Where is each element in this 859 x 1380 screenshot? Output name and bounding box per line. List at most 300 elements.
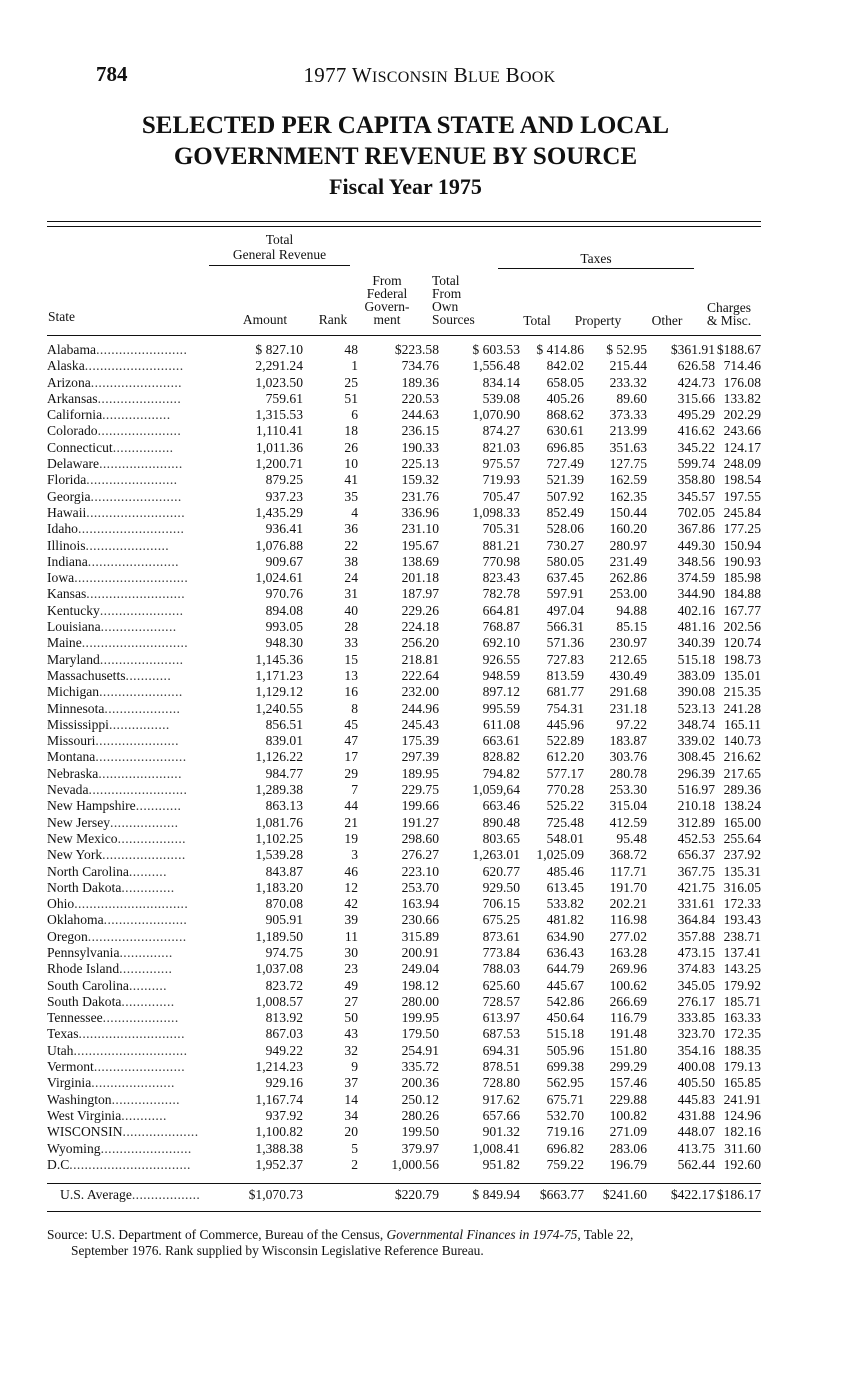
leader-dots: .......................... [87, 928, 187, 944]
leader-dots: ...................... [97, 423, 182, 439]
table-row [47, 521, 761, 537]
rank-cell: 3 [351, 847, 358, 863]
table-row [47, 961, 761, 977]
table-row [47, 342, 761, 358]
amount-cell: 937.92 [265, 1107, 303, 1123]
rank-cell: 34 [344, 1107, 358, 1123]
total-cell: 730.27 [546, 537, 584, 553]
property-cell: 85.15 [616, 619, 647, 635]
table-row [47, 1092, 761, 1108]
rank-cell: 25 [344, 374, 358, 390]
table-row [47, 603, 761, 619]
own-cell: 770.98 [482, 553, 520, 569]
amount-cell: 863.13 [265, 798, 303, 814]
total-cell: 497.04 [546, 602, 584, 618]
amount-cell: 879.25 [265, 472, 303, 488]
leader-dots: ........................ [93, 1059, 185, 1075]
other-cell: 348.74 [677, 716, 715, 732]
own-cell: 706.15 [482, 896, 520, 912]
total-cell: 696.85 [546, 439, 584, 455]
leader-dots: ...................... [95, 733, 179, 749]
total-cell: 485.46 [546, 863, 584, 879]
charges-cell: 124.17 [723, 439, 761, 455]
header-federal: From Federal Govern- ment [364, 273, 410, 327]
own-cell: 975.57 [482, 456, 520, 472]
other-cell: 354.16 [677, 1042, 715, 1058]
other-cell: 515.18 [677, 651, 715, 667]
amount-cell: 1,037.08 [255, 961, 303, 977]
amount-cell: 929.16 [265, 1075, 303, 1091]
state-cell [47, 929, 207, 945]
state-name: New York [47, 847, 103, 863]
other-cell: 344.90 [677, 586, 715, 602]
rank-cell: 22 [344, 537, 358, 553]
federal-cell: 179.50 [401, 1026, 439, 1042]
other-cell: 348.56 [677, 553, 715, 569]
federal-cell: 276.27 [401, 847, 439, 863]
state-cell [47, 635, 207, 651]
state-cell [47, 619, 207, 635]
header-rule-taxes [498, 268, 694, 269]
state-name: Minnesota [47, 700, 105, 716]
state-name: Mississippi [47, 716, 109, 732]
federal-cell: 253.70 [401, 879, 439, 895]
leader-dots: .......................... [86, 586, 186, 602]
table-row [47, 440, 761, 456]
other-cell: 345.57 [677, 488, 715, 504]
other-cell: 402.16 [677, 602, 715, 618]
property-cell: 262.86 [609, 570, 647, 586]
state-name: Utah [47, 1042, 74, 1058]
rank-cell: 10 [344, 456, 358, 472]
charges-cell: 133.82 [723, 390, 761, 406]
amount-cell: 949.22 [265, 1042, 303, 1058]
federal-cell: 244.63 [401, 407, 439, 423]
own-cell: 1,059,64 [472, 782, 520, 798]
charges-cell: 217.65 [723, 765, 761, 781]
charges-cell: 316.05 [723, 879, 761, 895]
revenue-table [47, 342, 761, 1173]
other-cell: 357.88 [677, 928, 715, 944]
rank-cell: 35 [344, 488, 358, 504]
rank-cell: 8 [351, 700, 358, 716]
charges-cell: 192.60 [723, 1156, 761, 1172]
other-cell: 358.80 [677, 472, 715, 488]
total-cell: 636.43 [546, 944, 584, 960]
own-cell: 1,556.48 [472, 358, 520, 374]
charges-cell: 193.43 [723, 912, 761, 928]
rank-cell: 43 [344, 1026, 358, 1042]
property-cell: 150.44 [609, 504, 647, 520]
state-cell [47, 701, 207, 717]
property-cell: 117.71 [610, 863, 647, 879]
property-cell: 373.33 [609, 407, 647, 423]
state-name: Louisiana [47, 619, 101, 635]
rank-cell: 11 [344, 928, 358, 944]
title-line-1: SELECTED PER CAPITA STATE AND LOCAL [141, 112, 670, 139]
amount-cell: 1,952.37 [255, 1156, 303, 1172]
header-charges: Charges & Misc. [706, 300, 752, 328]
state-name: Florida [47, 472, 87, 488]
leader-dots: ........................ [86, 472, 178, 488]
own-cell: 834.14 [482, 374, 520, 390]
state-cell [47, 1010, 207, 1026]
leader-dots: ...................... [103, 912, 188, 928]
state-name: Arizona [47, 374, 91, 390]
property-cell: 191.70 [609, 879, 647, 895]
amount-cell: 1,081.76 [255, 814, 303, 830]
rank-cell: 18 [344, 423, 358, 439]
own-cell: 929.50 [482, 879, 520, 895]
federal-cell: 191.27 [401, 814, 439, 830]
federal-cell: 734.76 [401, 358, 439, 374]
state-cell [47, 603, 207, 619]
charges-cell: 202.56 [723, 619, 761, 635]
property-cell: 430.49 [609, 667, 647, 683]
own-cell: 692.10 [482, 635, 520, 651]
table-row [47, 1026, 761, 1042]
other-cell: 308.45 [677, 749, 715, 765]
table-row [47, 407, 761, 423]
leader-dots: ...................... [85, 537, 170, 553]
rank-cell: 40 [344, 602, 358, 618]
total-cell: 533.82 [546, 896, 584, 912]
other-cell: 374.83 [677, 961, 715, 977]
amount-cell: 867.03 [265, 1026, 303, 1042]
charges-cell: 165.85 [723, 1075, 761, 1091]
federal-cell: 379.97 [401, 1140, 439, 1156]
total-cell: 445.67 [546, 977, 584, 993]
charges-cell: 138.24 [723, 798, 761, 814]
table-row [47, 929, 761, 945]
state-cell [47, 1092, 207, 1108]
average-federal: $220.79 [394, 1187, 439, 1202]
table-row [47, 456, 761, 472]
amount-cell: 759.61 [265, 390, 303, 406]
property-cell: 231.49 [609, 553, 647, 569]
total-cell: 852.49 [546, 504, 584, 520]
state-cell [47, 407, 207, 423]
state-cell [47, 733, 207, 749]
table-row [47, 1043, 761, 1059]
rank-cell: 19 [344, 830, 358, 846]
table-row [47, 652, 761, 668]
average-charges: $186.17 [716, 1187, 761, 1202]
charges-cell: 248.09 [723, 456, 761, 472]
charges-cell: 172.35 [723, 1026, 761, 1042]
state-name: Idaho [47, 521, 78, 537]
rank-cell: 21 [344, 814, 358, 830]
rank-cell: 50 [344, 1010, 358, 1026]
charges-cell: 241.28 [723, 700, 761, 716]
rank-cell: 41 [344, 472, 358, 488]
header-taxes-total: Total [523, 313, 551, 328]
leader-dots: ............................ [81, 635, 189, 651]
own-cell: 657.66 [482, 1107, 520, 1123]
total-cell: 1,025.09 [536, 847, 584, 863]
own-cell: $ 603.53 [472, 342, 520, 357]
charges-cell: 185.98 [723, 570, 761, 586]
leader-dots: .............................. [74, 896, 189, 912]
property-cell: 157.46 [609, 1075, 647, 1091]
amount-cell: 984.77 [265, 765, 303, 781]
amount-cell: 948.30 [265, 635, 303, 651]
leader-dots: ...................... [91, 1075, 175, 1091]
rank-cell: 2 [351, 1156, 358, 1172]
state-cell [47, 717, 207, 733]
own-cell: 613.97 [482, 1010, 520, 1026]
other-cell: 323.70 [677, 1026, 715, 1042]
charges-cell: 177.25 [723, 521, 761, 537]
charges-cell: 245.84 [723, 504, 761, 520]
rank-cell: 51 [344, 390, 358, 406]
federal-cell: 138.69 [401, 553, 439, 569]
charges-cell: 241.91 [723, 1091, 761, 1107]
state-name: California [47, 407, 103, 423]
leader-dots: .................. [110, 814, 179, 830]
header-own-sources: Total From Own Sources [432, 273, 475, 327]
amount-cell: 1,126.22 [255, 749, 303, 765]
leader-dots: ...................... [99, 684, 183, 700]
total-cell: 759.22 [546, 1156, 584, 1172]
property-cell: 196.79 [609, 1156, 647, 1172]
charges-cell: 165.11 [724, 716, 761, 732]
amount-cell: 1,167.74 [255, 1091, 303, 1107]
state-cell [47, 456, 207, 472]
property-cell: 213.99 [609, 423, 647, 439]
state-name: D.C [47, 1156, 70, 1172]
state-cell [47, 1075, 207, 1091]
total-cell: 522.89 [546, 733, 584, 749]
total-cell: 562.95 [546, 1075, 584, 1091]
other-cell: 416.62 [677, 423, 715, 439]
rank-cell: 49 [344, 977, 358, 993]
header-other: Other [651, 313, 683, 328]
charges-cell: 176.08 [723, 374, 761, 390]
rank-cell: 47 [344, 733, 358, 749]
rank-cell: 23 [344, 961, 358, 977]
table-row [47, 717, 761, 733]
own-cell: 917.62 [482, 1091, 520, 1107]
charges-cell: 714.46 [723, 358, 761, 374]
other-cell: 626.58 [677, 358, 715, 374]
rank-cell: 36 [344, 521, 358, 537]
federal-cell: 198.12 [401, 977, 439, 993]
average-total: $663.77 [539, 1187, 584, 1202]
state-name: Washington [47, 1091, 112, 1107]
property-cell: 183.87 [609, 733, 647, 749]
federal-cell: 199.66 [401, 798, 439, 814]
state-name: WISCONSIN [47, 1124, 123, 1140]
own-cell: 951.82 [482, 1156, 520, 1172]
amount-cell: 909.67 [265, 553, 303, 569]
total-cell: 842.02 [546, 358, 584, 374]
amount-cell: 1,076.88 [255, 537, 303, 553]
state-cell [47, 880, 207, 896]
page-header [0, 62, 859, 92]
charges-cell: 179.13 [723, 1059, 761, 1075]
property-cell: 299.29 [609, 1059, 647, 1075]
property-cell: 202.21 [609, 896, 647, 912]
total-cell: 481.82 [546, 912, 584, 928]
state-cell [47, 391, 207, 407]
table-row [47, 423, 761, 439]
property-cell: 95.48 [616, 830, 647, 846]
state-cell [47, 831, 207, 847]
property-cell: 280.78 [609, 765, 647, 781]
amount-cell: 974.75 [265, 944, 303, 960]
table-row [47, 978, 761, 994]
federal-cell: 199.50 [401, 1124, 439, 1140]
leader-dots: .......................... [88, 782, 188, 798]
table-row [47, 766, 761, 782]
property-cell: 230.97 [609, 635, 647, 651]
table-row [47, 880, 761, 896]
state-cell [47, 586, 207, 602]
amount-cell: 870.08 [265, 896, 303, 912]
property-cell: 151.80 [609, 1042, 647, 1058]
own-cell: 768.87 [482, 619, 520, 635]
leader-dots: ................................ [69, 1156, 191, 1172]
federal-cell: 244.96 [401, 700, 439, 716]
own-cell: 874.27 [482, 423, 520, 439]
federal-cell: 199.95 [401, 1010, 439, 1026]
charges-cell: 135.01 [723, 667, 761, 683]
amount-cell: 1,011.36 [255, 439, 303, 455]
average-amount: $1,070.73 [248, 1187, 303, 1202]
own-cell: 728.80 [482, 1075, 520, 1091]
average-rule [47, 1183, 761, 1184]
property-cell: 160.20 [609, 521, 647, 537]
table-row [47, 375, 761, 391]
state-cell [47, 1059, 207, 1075]
rank-cell: 39 [344, 912, 358, 928]
rank-cell: 42 [344, 896, 358, 912]
charges-cell: 197.55 [723, 488, 761, 504]
average-own: $ 849.94 [472, 1187, 520, 1202]
own-cell: 663.61 [482, 733, 520, 749]
state-name: South Dakota [47, 993, 122, 1009]
state-name: Tennessee [47, 1010, 103, 1026]
federal-cell: 297.39 [401, 749, 439, 765]
charges-cell: 167.77 [723, 602, 761, 618]
leader-dots: ........................ [87, 553, 179, 569]
leader-dots: ...................... [99, 456, 183, 472]
total-cell: 868.62 [546, 407, 584, 423]
rank-cell: 24 [344, 570, 358, 586]
amount-cell: 1,189.50 [255, 928, 303, 944]
amount-cell: 1,145.36 [255, 651, 303, 667]
own-cell: 663.46 [482, 798, 520, 814]
own-cell: 611.08 [483, 716, 520, 732]
table-row [47, 733, 761, 749]
charges-cell: 238.71 [723, 928, 761, 944]
rank-cell: 14 [344, 1091, 358, 1107]
other-cell: 331.61 [677, 896, 715, 912]
state-name: Connecticut [47, 439, 113, 455]
rank-cell: 12 [344, 879, 358, 895]
state-name: Oregon [47, 928, 88, 944]
total-cell: 571.36 [546, 635, 584, 651]
table-row [47, 1108, 761, 1124]
header-bottom-rule [47, 335, 761, 336]
federal-cell: 200.91 [401, 944, 439, 960]
total-cell: 445.96 [546, 716, 584, 732]
rank-cell: 9 [351, 1059, 358, 1075]
property-cell: 253.00 [609, 586, 647, 602]
state-name: Ohio [47, 896, 75, 912]
total-cell: 754.31 [546, 700, 584, 716]
state-cell [47, 472, 207, 488]
rank-cell: 15 [344, 651, 358, 667]
leader-dots: .................. [117, 830, 186, 846]
average-property: $241.60 [602, 1187, 647, 1202]
leader-dots: .......... [128, 863, 167, 879]
leader-dots: ........................ [100, 1140, 192, 1156]
own-cell: 821.03 [482, 439, 520, 455]
amount-cell: 970.76 [265, 586, 303, 602]
other-cell: 296.39 [677, 765, 715, 781]
amount-cell: 823.72 [265, 977, 303, 993]
property-cell: 100.82 [609, 1107, 647, 1123]
federal-cell: 229.26 [401, 602, 439, 618]
leader-dots: .............................. [73, 1042, 188, 1058]
total-cell: 727.49 [546, 456, 584, 472]
book-title: 1977 WISCONSIN BLUE BOOK [303, 63, 556, 87]
amount-cell: 905.91 [265, 912, 303, 928]
other-cell: 276.17 [677, 993, 715, 1009]
other-cell: 421.75 [677, 879, 715, 895]
own-cell: 773.84 [482, 944, 520, 960]
top-rule [47, 221, 761, 222]
table-row [47, 1075, 761, 1091]
rank-cell: 44 [344, 798, 358, 814]
table-row [47, 538, 761, 554]
total-cell: 725.48 [546, 814, 584, 830]
table-row [47, 472, 761, 488]
charges-cell: $188.67 [716, 342, 761, 357]
amount-cell: 1,183.20 [255, 879, 303, 895]
state-name: North Dakota [47, 879, 122, 895]
rank-cell: 4 [351, 504, 358, 520]
rank-cell: 28 [344, 619, 358, 635]
table-row [47, 358, 761, 374]
federal-cell: 236.15 [401, 423, 439, 439]
state-name: Nevada [47, 782, 89, 798]
charges-cell: 202.29 [723, 407, 761, 423]
state-cell [47, 912, 207, 928]
rank-cell: 17 [344, 749, 358, 765]
charges-cell: 289.36 [723, 782, 761, 798]
average-label-cell: U.S. Average.................. [60, 1187, 201, 1202]
total-cell: $ 414.86 [536, 342, 584, 357]
leader-dots: .................. [102, 407, 171, 423]
header-state: State [48, 309, 75, 324]
state-name: Nebraska [47, 765, 99, 781]
own-cell: 794.82 [482, 765, 520, 781]
federal-cell: 195.67 [401, 537, 439, 553]
table-row [47, 847, 761, 863]
other-cell: 364.84 [677, 912, 715, 928]
rank-cell: 6 [351, 407, 358, 423]
own-cell: 694.31 [482, 1042, 520, 1058]
amount-cell: 1,100.82 [255, 1124, 303, 1140]
state-name: Texas [47, 1026, 79, 1042]
state-cell [47, 375, 207, 391]
total-cell: 507.92 [546, 488, 584, 504]
own-cell: 539.08 [482, 390, 520, 406]
table-body [47, 342, 761, 1173]
